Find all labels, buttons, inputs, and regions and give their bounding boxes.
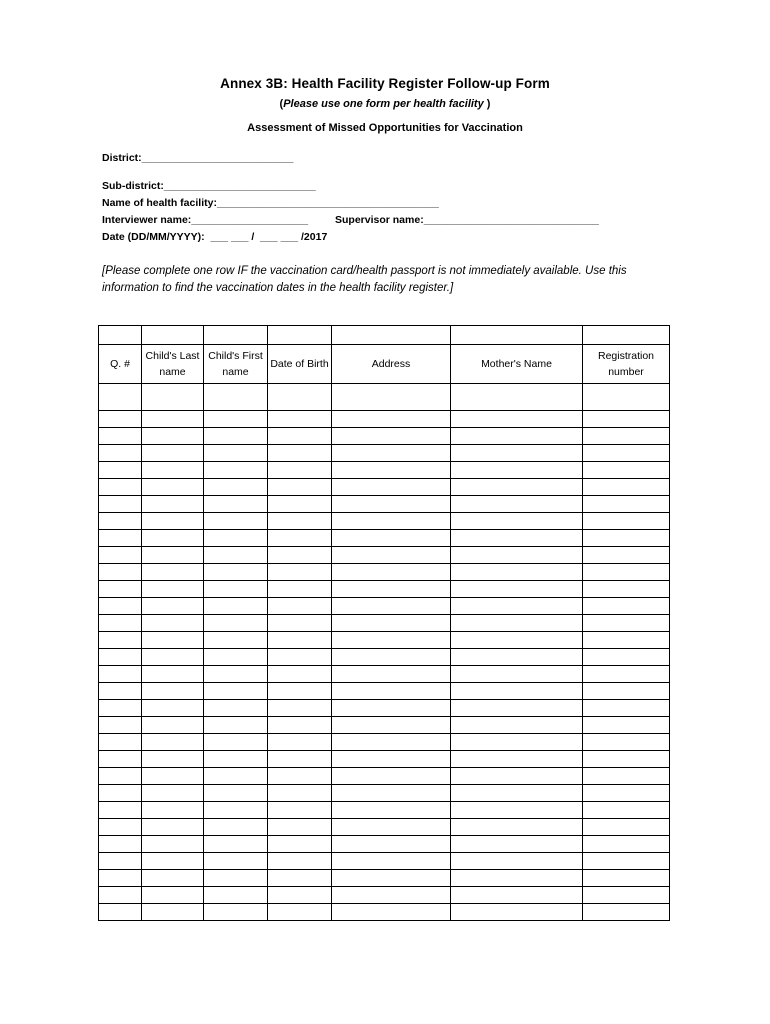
cell-child-last-name[interactable] (142, 700, 204, 717)
table-row (99, 445, 670, 462)
cell-q-number[interactable] (99, 683, 142, 700)
cell-registration-number[interactable] (583, 870, 670, 887)
cell-child-first-name[interactable] (204, 513, 268, 530)
col-header-q-number: Q. # (99, 345, 142, 384)
cell-child-last-name[interactable] (142, 887, 204, 904)
cell-date-of-birth[interactable] (268, 836, 332, 853)
cell-date-of-birth[interactable] (268, 853, 332, 870)
table-row (99, 870, 670, 887)
cell-registration-number[interactable] (583, 649, 670, 666)
cell-child-first-name[interactable] (204, 785, 268, 802)
cell-address[interactable] (332, 666, 451, 683)
cell-child-first-name[interactable] (204, 666, 268, 683)
cell-date-of-birth[interactable] (268, 513, 332, 530)
cell-mothers-name[interactable] (451, 445, 583, 462)
cell-q-number[interactable] (99, 887, 142, 904)
cell-mothers-name[interactable] (451, 513, 583, 530)
cell-address[interactable] (332, 853, 451, 870)
cell-address[interactable] (332, 384, 451, 411)
cell-child-last-name[interactable] (142, 615, 204, 632)
cell-date-of-birth[interactable] (268, 734, 332, 751)
cell-date-of-birth[interactable] (268, 428, 332, 445)
cell-registration-number[interactable] (583, 785, 670, 802)
cell-address[interactable] (332, 547, 451, 564)
facility-name-field[interactable]: Name of health facility:______________________________________ (102, 197, 439, 209)
cell-registration-number[interactable] (583, 384, 670, 411)
cell-child-last-name[interactable] (142, 547, 204, 564)
col-header-address: Address (332, 345, 451, 384)
cell-mothers-name[interactable] (451, 384, 583, 411)
cell-address[interactable] (332, 700, 451, 717)
cell-child-first-name[interactable] (204, 802, 268, 819)
table-row (99, 666, 670, 683)
cell-registration-number[interactable] (583, 683, 670, 700)
cell-address[interactable] (332, 598, 451, 615)
cell-child-first-name[interactable] (204, 581, 268, 598)
cell-mothers-name[interactable] (451, 683, 583, 700)
table-row (99, 513, 670, 530)
cell-q-number[interactable] (99, 819, 142, 836)
cell-date-of-birth[interactable] (268, 649, 332, 666)
cell-registration-number[interactable] (583, 547, 670, 564)
table-row (99, 768, 670, 785)
table-row (99, 700, 670, 717)
table-row (99, 428, 670, 445)
cell-date-of-birth[interactable] (268, 785, 332, 802)
cell-q-number[interactable] (99, 428, 142, 445)
cell-child-last-name[interactable] (142, 870, 204, 887)
col-header-registration-number: Registration number (583, 345, 670, 384)
cell-child-last-name[interactable] (142, 819, 204, 836)
cell-address[interactable] (332, 445, 451, 462)
cell-child-last-name[interactable] (142, 496, 204, 513)
cell-mothers-name[interactable] (451, 870, 583, 887)
cell-address[interactable] (332, 683, 451, 700)
cell-date-of-birth[interactable] (268, 496, 332, 513)
cell-registration-number[interactable] (583, 802, 670, 819)
table-row (99, 615, 670, 632)
cell-child-first-name[interactable] (204, 632, 268, 649)
cell-child-last-name[interactable] (142, 513, 204, 530)
cell-mothers-name[interactable] (451, 802, 583, 819)
cell-date-of-birth[interactable] (268, 530, 332, 547)
cell-child-last-name[interactable] (142, 853, 204, 870)
cell-date-of-birth[interactable] (268, 904, 332, 921)
cell-child-first-name[interactable] (204, 547, 268, 564)
spacer-cell (204, 326, 268, 345)
interviewer-name-field[interactable]: Interviewer name:____________________ (102, 214, 309, 226)
cell-child-first-name[interactable] (204, 530, 268, 547)
cell-registration-number[interactable] (583, 632, 670, 649)
cell-date-of-birth[interactable] (268, 751, 332, 768)
cell-q-number[interactable] (99, 564, 142, 581)
cell-q-number[interactable] (99, 785, 142, 802)
cell-child-last-name[interactable] (142, 445, 204, 462)
col-header-date-of-birth: Date of Birth (268, 345, 332, 384)
cell-mothers-name[interactable] (451, 785, 583, 802)
cell-child-last-name[interactable] (142, 632, 204, 649)
cell-child-last-name[interactable] (142, 802, 204, 819)
cell-address[interactable] (332, 649, 451, 666)
cell-date-of-birth[interactable] (268, 615, 332, 632)
cell-q-number[interactable] (99, 802, 142, 819)
table-row (99, 836, 670, 853)
cell-q-number[interactable] (99, 581, 142, 598)
col-header-child-first-name: Child's First name (204, 345, 268, 384)
cell-date-of-birth[interactable] (268, 768, 332, 785)
spacer-cell (451, 326, 583, 345)
cell-registration-number[interactable] (583, 666, 670, 683)
cell-date-of-birth[interactable] (268, 445, 332, 462)
assessment-heading: Assessment of Missed Opportunities for Vaccination (247, 122, 523, 134)
cell-mothers-name[interactable] (451, 547, 583, 564)
cell-q-number[interactable] (99, 411, 142, 428)
spacer-cell (268, 326, 332, 345)
table-row (99, 751, 670, 768)
cell-mothers-name[interactable] (451, 462, 583, 479)
subtitle-open: ( (279, 98, 284, 110)
cell-date-of-birth[interactable] (268, 870, 332, 887)
district-field[interactable]: District:__________________________ (102, 152, 294, 164)
cell-registration-number[interactable] (583, 411, 670, 428)
spacer-cell (99, 326, 142, 345)
cell-mothers-name[interactable] (451, 768, 583, 785)
cell-child-last-name[interactable] (142, 751, 204, 768)
cell-q-number[interactable] (99, 598, 142, 615)
cell-date-of-birth[interactable] (268, 384, 332, 411)
cell-date-of-birth[interactable] (268, 819, 332, 836)
subtitle-close: ) (483, 98, 491, 110)
cell-address[interactable] (332, 513, 451, 530)
cell-date-of-birth[interactable] (268, 717, 332, 734)
cell-mothers-name[interactable] (451, 496, 583, 513)
cell-q-number[interactable] (99, 853, 142, 870)
cell-q-number[interactable] (99, 666, 142, 683)
cell-address[interactable] (332, 768, 451, 785)
cell-q-number[interactable] (99, 700, 142, 717)
cell-child-last-name[interactable] (142, 581, 204, 598)
cell-child-first-name[interactable] (204, 819, 268, 836)
cell-child-first-name[interactable] (204, 768, 268, 785)
cell-child-first-name[interactable] (204, 615, 268, 632)
cell-mothers-name[interactable] (451, 411, 583, 428)
cell-address[interactable] (332, 751, 451, 768)
cell-address[interactable] (332, 717, 451, 734)
table-row (99, 598, 670, 615)
table-row (99, 411, 670, 428)
cell-registration-number[interactable] (583, 768, 670, 785)
cell-mothers-name[interactable] (451, 717, 583, 734)
table-row (99, 384, 670, 411)
cell-q-number[interactable] (99, 836, 142, 853)
cell-address[interactable] (332, 428, 451, 445)
cell-child-last-name[interactable] (142, 666, 204, 683)
cell-date-of-birth[interactable] (268, 700, 332, 717)
cell-q-number[interactable] (99, 462, 142, 479)
col-header-mothers-name: Mother's Name (451, 345, 583, 384)
cell-child-last-name[interactable] (142, 530, 204, 547)
table-row (99, 785, 670, 802)
table-row (99, 564, 670, 581)
cell-registration-number[interactable] (583, 717, 670, 734)
table-row (99, 683, 670, 700)
table-row (99, 734, 670, 751)
cell-registration-number[interactable] (583, 445, 670, 462)
cell-address[interactable] (332, 734, 451, 751)
cell-mothers-name[interactable] (451, 887, 583, 904)
table-row (99, 717, 670, 734)
cell-mothers-name[interactable] (451, 819, 583, 836)
cell-mothers-name[interactable] (451, 530, 583, 547)
cell-mothers-name[interactable] (451, 666, 583, 683)
form-subtitle (0, 98, 770, 110)
cell-child-first-name[interactable] (204, 734, 268, 751)
cell-child-first-name[interactable] (204, 853, 268, 870)
cell-child-first-name[interactable] (204, 836, 268, 853)
cell-child-last-name[interactable] (142, 564, 204, 581)
cell-date-of-birth[interactable] (268, 598, 332, 615)
cell-mothers-name[interactable] (451, 632, 583, 649)
cell-registration-number[interactable] (583, 496, 670, 513)
cell-child-first-name[interactable] (204, 649, 268, 666)
cell-child-last-name[interactable] (142, 598, 204, 615)
cell-date-of-birth[interactable] (268, 802, 332, 819)
cell-address[interactable] (332, 462, 451, 479)
cell-q-number[interactable] (99, 734, 142, 751)
cell-address[interactable] (332, 479, 451, 496)
header-spacer-row (99, 326, 670, 345)
cell-child-first-name[interactable] (204, 564, 268, 581)
cell-address[interactable] (332, 581, 451, 598)
cell-child-last-name[interactable] (142, 411, 204, 428)
cell-child-first-name[interactable] (204, 683, 268, 700)
cell-child-last-name[interactable] (142, 785, 204, 802)
col-header-child-last-name: Child's Last name (142, 345, 204, 384)
cell-child-first-name[interactable] (204, 384, 268, 411)
cell-registration-number[interactable] (583, 700, 670, 717)
cell-child-last-name[interactable] (142, 836, 204, 853)
cell-mothers-name[interactable] (451, 853, 583, 870)
cell-child-last-name[interactable] (142, 428, 204, 445)
table-row (99, 581, 670, 598)
cell-child-first-name[interactable] (204, 428, 268, 445)
cell-mothers-name[interactable] (451, 581, 583, 598)
cell-child-last-name[interactable] (142, 479, 204, 496)
cell-date-of-birth[interactable] (268, 547, 332, 564)
subdistrict-field[interactable]: Sub-district:__________________________ (102, 180, 316, 192)
cell-date-of-birth[interactable] (268, 479, 332, 496)
cell-mothers-name[interactable] (451, 700, 583, 717)
cell-registration-number[interactable] (583, 564, 670, 581)
table-row (99, 819, 670, 836)
cell-registration-number[interactable] (583, 836, 670, 853)
cell-registration-number[interactable] (583, 428, 670, 445)
cell-child-first-name[interactable] (204, 904, 268, 921)
cell-child-last-name[interactable] (142, 462, 204, 479)
table-row (99, 479, 670, 496)
cell-address[interactable] (332, 870, 451, 887)
cell-address[interactable] (332, 887, 451, 904)
table-row (99, 496, 670, 513)
cell-registration-number[interactable] (583, 598, 670, 615)
cell-child-last-name[interactable] (142, 768, 204, 785)
cell-registration-number[interactable] (583, 530, 670, 547)
table-row (99, 887, 670, 904)
cell-q-number[interactable] (99, 632, 142, 649)
cell-child-first-name[interactable] (204, 887, 268, 904)
cell-child-first-name[interactable] (204, 717, 268, 734)
cell-mothers-name[interactable] (451, 564, 583, 581)
header-row (99, 345, 670, 384)
cell-mothers-name[interactable] (451, 598, 583, 615)
cell-date-of-birth[interactable] (268, 462, 332, 479)
cell-q-number[interactable] (99, 904, 142, 921)
table-row (99, 853, 670, 870)
cell-mothers-name[interactable] (451, 836, 583, 853)
table-row (99, 530, 670, 547)
cell-child-first-name[interactable] (204, 479, 268, 496)
cell-registration-number[interactable] (583, 853, 670, 870)
cell-registration-number[interactable] (583, 462, 670, 479)
cell-q-number[interactable] (99, 870, 142, 887)
cell-mothers-name[interactable] (451, 904, 583, 921)
cell-registration-number[interactable] (583, 734, 670, 751)
cell-q-number[interactable] (99, 445, 142, 462)
cell-q-number[interactable] (99, 547, 142, 564)
cell-child-first-name[interactable] (204, 598, 268, 615)
cell-child-last-name[interactable] (142, 384, 204, 411)
cell-mothers-name[interactable] (451, 615, 583, 632)
cell-address[interactable] (332, 564, 451, 581)
cell-address[interactable] (332, 904, 451, 921)
cell-child-last-name[interactable] (142, 904, 204, 921)
cell-address[interactable] (332, 530, 451, 547)
cell-child-first-name[interactable] (204, 751, 268, 768)
date-field[interactable]: Date (DD/MM/YYYY): ___ ___ / ___ ___ /2017 (102, 231, 328, 243)
cell-address[interactable] (332, 615, 451, 632)
cell-mothers-name[interactable] (451, 479, 583, 496)
cell-q-number[interactable] (99, 615, 142, 632)
cell-mothers-name[interactable] (451, 734, 583, 751)
cell-registration-number[interactable] (583, 513, 670, 530)
cell-child-first-name[interactable] (204, 496, 268, 513)
supervisor-name-field[interactable]: Supervisor name:______________________________ (335, 214, 599, 226)
spacer-cell (142, 326, 204, 345)
cell-q-number[interactable] (99, 768, 142, 785)
cell-registration-number[interactable] (583, 904, 670, 921)
register-table (98, 325, 670, 921)
cell-mothers-name[interactable] (451, 428, 583, 445)
cell-q-number[interactable] (99, 384, 142, 411)
form-title: Annex 3B: Health Facility Register Follow-up Form (220, 76, 550, 91)
cell-child-first-name[interactable] (204, 870, 268, 887)
cell-q-number[interactable] (99, 717, 142, 734)
cell-address[interactable] (332, 836, 451, 853)
cell-date-of-birth[interactable] (268, 564, 332, 581)
instruction-text: [Please complete one row IF the vaccination card/health passport is not immediately available. Use this information to find the vaccination dates in the health facility register.] (102, 265, 627, 294)
table-row (99, 802, 670, 819)
cell-registration-number[interactable] (583, 887, 670, 904)
cell-child-last-name[interactable] (142, 734, 204, 751)
cell-q-number[interactable] (99, 479, 142, 496)
cell-q-number[interactable] (99, 496, 142, 513)
cell-registration-number[interactable] (583, 819, 670, 836)
cell-mothers-name[interactable] (451, 751, 583, 768)
subtitle-italic: Please use one form per health facility (283, 98, 484, 110)
cell-q-number[interactable] (99, 513, 142, 530)
cell-registration-number[interactable] (583, 479, 670, 496)
table-row (99, 649, 670, 666)
cell-registration-number[interactable] (583, 751, 670, 768)
cell-q-number[interactable] (99, 649, 142, 666)
cell-q-number[interactable] (99, 530, 142, 547)
cell-date-of-birth[interactable] (268, 632, 332, 649)
cell-child-first-name[interactable] (204, 462, 268, 479)
cell-date-of-birth[interactable] (268, 887, 332, 904)
cell-child-first-name[interactable] (204, 445, 268, 462)
cell-date-of-birth[interactable] (268, 581, 332, 598)
cell-address[interactable] (332, 802, 451, 819)
spacer-cell (583, 326, 670, 345)
cell-registration-number[interactable] (583, 615, 670, 632)
cell-address[interactable] (332, 632, 451, 649)
cell-child-last-name[interactable] (142, 717, 204, 734)
cell-date-of-birth[interactable] (268, 683, 332, 700)
table-row (99, 632, 670, 649)
cell-address[interactable] (332, 819, 451, 836)
cell-address[interactable] (332, 411, 451, 428)
cell-mothers-name[interactable] (451, 649, 583, 666)
cell-child-first-name[interactable] (204, 700, 268, 717)
cell-date-of-birth[interactable] (268, 411, 332, 428)
table-row (99, 547, 670, 564)
cell-date-of-birth[interactable] (268, 666, 332, 683)
cell-registration-number[interactable] (583, 581, 670, 598)
spacer-cell (332, 326, 451, 345)
table-row (99, 904, 670, 921)
cell-address[interactable] (332, 785, 451, 802)
cell-child-last-name[interactable] (142, 683, 204, 700)
cell-child-last-name[interactable] (142, 649, 204, 666)
table-row (99, 462, 670, 479)
cell-address[interactable] (332, 496, 451, 513)
cell-q-number[interactable] (99, 751, 142, 768)
cell-child-first-name[interactable] (204, 411, 268, 428)
